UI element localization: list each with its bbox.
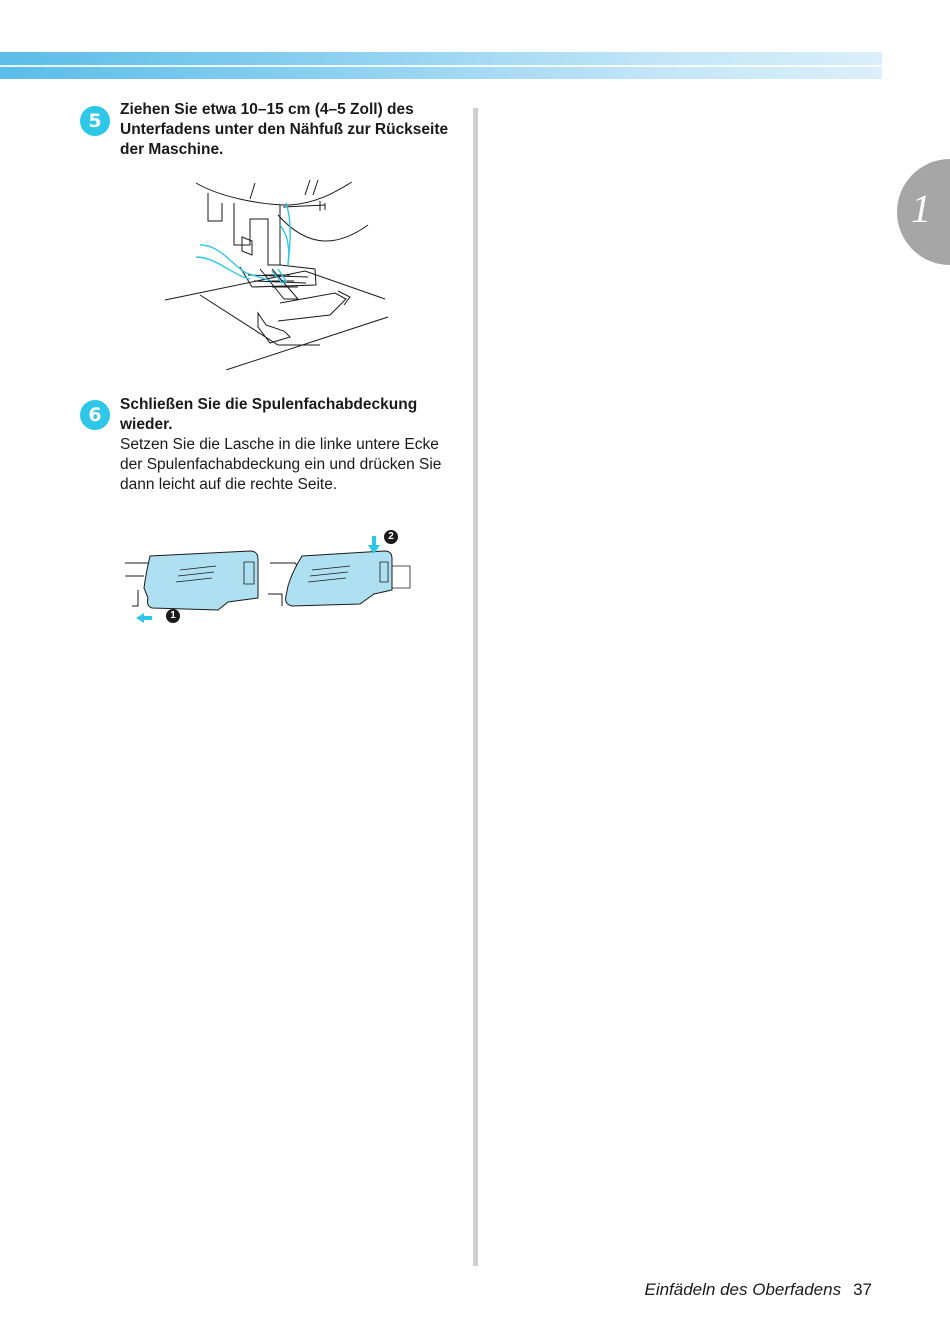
step-5-number: 5 bbox=[80, 106, 110, 136]
chapter-number: 1 bbox=[911, 186, 931, 231]
page-number: 37 bbox=[853, 1280, 872, 1299]
chapter-tab bbox=[897, 159, 950, 265]
header-band bbox=[0, 52, 882, 79]
footer-section-title: Einfädeln des Oberfadens bbox=[644, 1280, 842, 1299]
callout-2: 2 bbox=[384, 530, 398, 544]
page-footer bbox=[644, 1280, 872, 1300]
bobbin-cover-illustration bbox=[120, 528, 420, 628]
step-6-number: 6 bbox=[80, 400, 110, 430]
step-6-title: Schließen Sie die Spulenfachabdeckung wieder. bbox=[120, 396, 418, 433]
callout-1: 1 bbox=[166, 609, 180, 623]
step-6-body: Setzen Sie die Lasche in die linke untere Ecke der Spulenfachabdeckung ein und drücken Sie dann leicht auf die rechte Seite. bbox=[120, 436, 442, 493]
column-divider bbox=[473, 108, 478, 1266]
step-5-title: Ziehen Sie etwa 10–15 cm (4–5 Zoll) des Unterfadens unter den Nähfuß zur Rückseite der Maschine. bbox=[120, 101, 449, 158]
presser-foot-illustration bbox=[160, 175, 395, 370]
